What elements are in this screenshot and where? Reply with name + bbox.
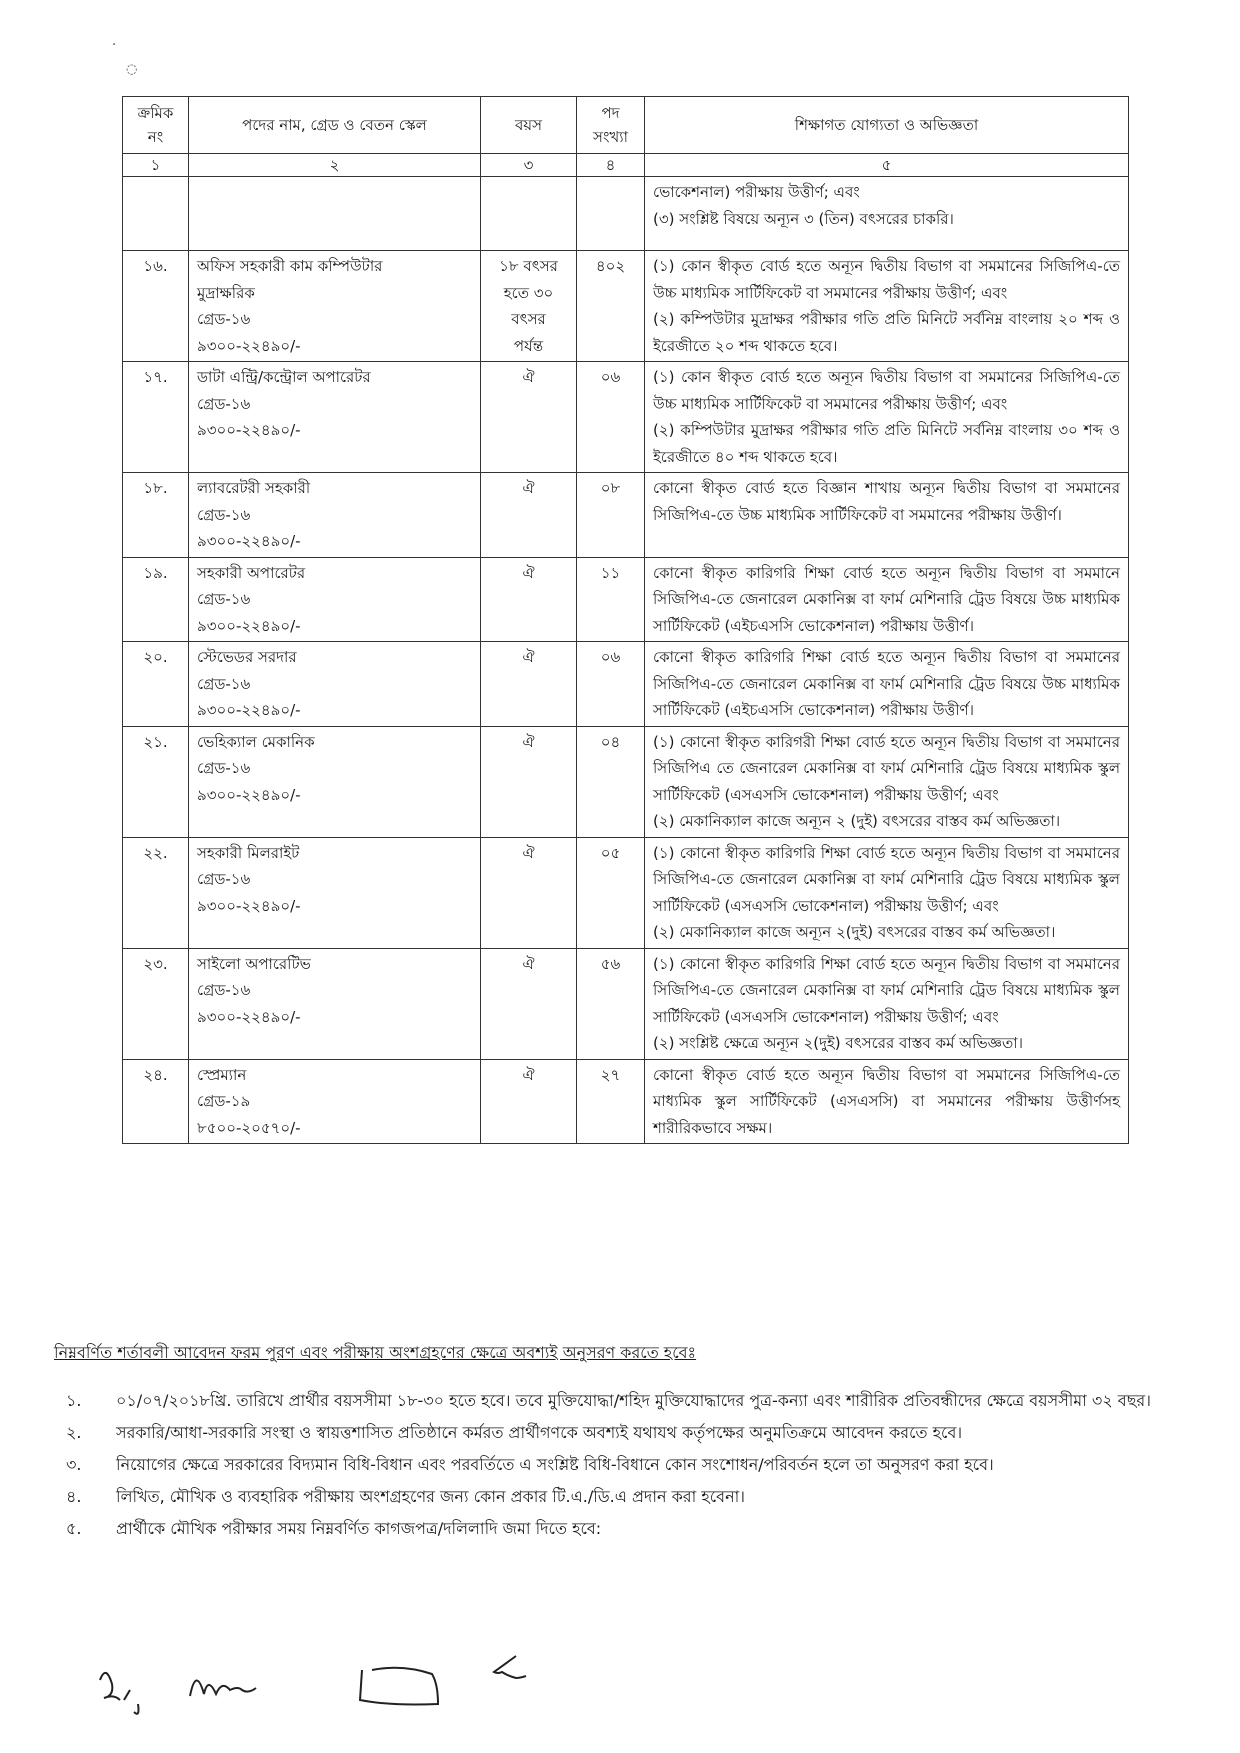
qualification-line: ভোকেশনাল) পরীক্ষায় উত্তীর্ণ; এবং	[653, 183, 860, 201]
row-post	[189, 948, 481, 1059]
post-line: ৯৩০০-২২৪৯০/-	[197, 785, 301, 804]
qualification-line: (১) কোন স্বীকৃত বোর্ড হতে অন্যূন দ্বিতীয় বিভাগ বা সমমানের সিজিপিএ-তে উচ্চ মাধ্যমিক সার্টিফিকেট বা সমমানের পরীক্ষায় উত্তীর্ণ; এবং	[653, 257, 1120, 302]
row-qualification	[645, 557, 1129, 642]
qualification-line: (১) কোনো স্বীকৃত কারিগরী শিক্ষা বোর্ড হতে অন্যূন দ্বিতীয় বিভাগ বা সমমানের সিজিপিএ তে জেনারেল মেকানিক্স বা ফার্ম মেশিনারি ট্রেড বিষয়ে মাধ্যমিক স্কুল সার্টিফিকেট (এসএসসি ভোকেশনাল) পরীক্ষায় উত্তীর্ণ; এবং	[653, 732, 1120, 804]
condition-number: ২.	[66, 1423, 82, 1442]
row-serial: ১৯.	[123, 557, 189, 642]
row-age	[481, 1059, 577, 1144]
qualification-line: (২) কম্পিউটার মুদ্রাক্ষর পরীক্ষার গতি প্রতি মিনিটে সর্বনিম্ন বাংলায় ৩০ শব্দ ও ইরেজীতে ৪০ শব্দ থাকতে হবে।	[653, 421, 1120, 466]
row-post	[189, 557, 481, 642]
post-line: সাইলো অপারেটিভ	[197, 954, 311, 973]
job-row	[123, 473, 1129, 558]
qualification-line: কোনো স্বীকৃত বোর্ড হতে অন্যূন দ্বিতীয় বিভাগ বা সমমানের সিজিপিএ-তে মাধ্যমিক স্কুল সার্টিফিকেট (এসএসসি) বা সমমানের পরীক্ষায় উত্তীর্ণসহ শারীরিকভাবে সক্ষম।	[653, 1065, 1120, 1137]
age-line: বৎসর	[511, 310, 546, 328]
initial-signature	[360, 1668, 438, 1705]
post-line: ৯৩০০-২২৪৯০/-	[197, 701, 301, 719]
row-serial: ২২.	[123, 837, 189, 948]
initial-signature	[100, 1673, 139, 1714]
age-line: ঐ	[522, 843, 535, 862]
job-row	[123, 642, 1129, 727]
header-age: বয়স	[481, 97, 577, 154]
post-line: স্টেভেডর সরদার	[197, 648, 297, 666]
row-post	[189, 837, 481, 948]
condition-text: নিয়োগের ক্ষেত্রে সরকারের বিদ্যমান বিধি-বিধান এবং পরবর্তিতে এ সংশ্লিষ্ট বিধি-বিধানে কোন সংশোধন/পরিবর্তন হলে তা অনুসরণ করা হবে।	[116, 1455, 994, 1474]
post-line: ল্যাবরেটরী সহকারী	[197, 479, 311, 497]
row-age	[481, 362, 577, 473]
post-line: ৯৩০০-২২৪৯০/-	[197, 616, 301, 635]
row-count: ০৮	[577, 473, 645, 558]
initial-signature	[190, 1680, 256, 1696]
age-line: হতে ৩০	[503, 283, 554, 302]
continuation-qualification	[645, 177, 1129, 251]
post-line: সহকারী মিলরাইট	[197, 843, 300, 862]
condition-text: সরকারি/আধা-সরকারি সংস্থা ও স্বায়ত্তশাসিত প্রতিষ্ঠানে কর্মরত প্রার্থীগণকে অবশ্যই যথাযথ কর্তৃপক্ষের অনুমতিক্রমে আবেদন করতে হবে।	[116, 1423, 963, 1442]
job-row	[123, 726, 1129, 837]
row-serial: ২০.	[123, 642, 189, 727]
row-qualification	[645, 473, 1129, 558]
post-line: অফিস সহকারী কাম কম্পিউটার	[197, 257, 383, 275]
qualification-line: (২) সংশ্লিষ্ট ক্ষেত্রে অন্যূন ২(দুই) বৎসরের বাস্তব কর্ম অভিজ্ঞতা।	[653, 1034, 1023, 1052]
post-line: ডাটা এন্ট্রি/কন্ট্রোল অপারেটর	[197, 368, 371, 386]
conditions-heading: নিম্নবর্ণিত শর্তাবলী আবেদন ফরম পুরণ এবং পরীক্ষায় অংশগ্রহণের ক্ষেত্রে অবশ্যই অনুসরণ করতে হবেঃ	[54, 1343, 697, 1362]
row-qualification	[645, 251, 1129, 362]
qualification-line: (১) কোন স্বীকৃত বোর্ড হতে অন্যূন দ্বিতীয় বিভাগ বা সমমানের সিজিপিএ-তে উচ্চ মাধ্যমিক সার্টিফিকেট বা সমমানের পরীক্ষায় উত্তীর্ণ; এবং	[653, 368, 1120, 413]
table-header-row	[123, 97, 1129, 154]
qualification-line: কোনো স্বীকৃত বোর্ড হতে বিজ্ঞান শাখায় অন্যূন দ্বিতীয় বিভাগ বা সমমানের সিজিপিএ-তে উচ্চ মাধ্যমিক সার্টিফিকেট বা সমমানের পরীক্ষায় উত্তীর্ণ।	[653, 479, 1120, 524]
age-line: ঐ	[522, 479, 535, 497]
header-serial: ক্রমিক নং	[123, 97, 189, 154]
age-line: ঐ	[522, 1065, 535, 1084]
post-line: গ্রেড-১৬	[197, 870, 251, 888]
row-count: ৫৬	[577, 948, 645, 1059]
post-line: গ্রেড-১৬	[197, 981, 251, 999]
post-line: গ্রেড-১৯	[197, 1092, 251, 1110]
row-post	[189, 1059, 481, 1144]
row-post	[189, 642, 481, 727]
age-line: ১৮ বৎসর	[499, 257, 558, 275]
condition-number: ১.	[66, 1391, 82, 1410]
qualification-line: (৩) সংশ্লিষ্ট বিষয়ে অন্যূন ৩ (তিন) বৎসরের চাকরি।	[653, 209, 954, 228]
column-number: ৩	[481, 154, 577, 177]
row-serial: ২১.	[123, 726, 189, 837]
scan-mark: ·	[112, 38, 117, 53]
age-line: ঐ	[522, 732, 535, 751]
row-serial: ২৪.	[123, 1059, 189, 1144]
job-table	[122, 96, 1129, 1144]
age-line: ঐ	[522, 648, 535, 666]
job-row	[123, 1059, 1129, 1144]
row-count: ০৪	[577, 726, 645, 837]
qualification-line: (২) মেকানিক্যাল কাজে অন্যূন ২ (দুই) বৎসরের বাস্তব কর্ম অভিজ্ঞতা।	[653, 812, 1061, 830]
header-qualification: শিক্ষাগত যোগ্যতা ও অভিজ্ঞতা	[645, 97, 1129, 154]
condition-item	[54, 1450, 1184, 1480]
scan-mark: ◌	[126, 62, 138, 77]
post-line: গ্রেড-১৬	[197, 394, 251, 413]
job-row	[123, 362, 1129, 473]
column-number: ৪	[577, 154, 645, 177]
condition-text: ০১/০৭/২০১৮খ্রি. তারিখে প্রার্থীর বয়সসীমা ১৮-৩০ হতে হবে। তবে মুক্তিযোদ্ধা/শহিদ মুক্তিযোদ্ধাদের পুত্র-কন্যা এবং শারীরিক প্রতিবন্ধীদের ক্ষেত্রে বয়সসীমা ৩২ বছর।	[116, 1391, 1151, 1410]
job-row	[123, 837, 1129, 948]
row-post	[189, 251, 481, 362]
age-line: ঐ	[522, 563, 535, 582]
post-line: গ্রেড-১৬	[197, 310, 251, 328]
row-qualification	[645, 642, 1129, 727]
post-line: ৮৫০০-২০৫৭০/-	[197, 1118, 301, 1137]
job-row	[123, 557, 1129, 642]
row-age	[481, 948, 577, 1059]
post-line: ৯৩০০-২২৪৯০/-	[197, 896, 301, 915]
qualification-line: (১) কোনো স্বীকৃত কারিগরি শিক্ষা বোর্ড হতে অন্যূন দ্বিতীয় বিভাগ বা সমমানের সিজিপিএ-তে জেনারেল মেকানিক্স বা ফার্ম মেশিনারি ট্রেড বিষয়ে মাধ্যমিক স্কুল সার্টিফিকেট (এসএসসি ভোকেশনাল) পরীক্ষায় উত্তীর্ণ; এবং	[653, 843, 1120, 915]
job-row	[123, 251, 1129, 362]
condition-item	[54, 1514, 1184, 1544]
qualification-line: (২) মেকানিক্যাল কাজে অন্যূন ২(দুই) বৎসরের বাস্তব কর্ম অভিজ্ঞতা।	[653, 923, 1056, 941]
header-count: পদ সংখ্যা	[577, 97, 645, 154]
job-row	[123, 948, 1129, 1059]
row-serial: ১৬.	[123, 251, 189, 362]
condition-text: প্রার্থীকে মৌখিক পরীক্ষার সময় নিম্নবর্ণিত কাগজপত্র/দলিলাদি জমা দিতে হবে:	[116, 1519, 602, 1538]
post-line: মুদ্রাক্ষরিক	[197, 283, 255, 302]
row-count: ১১	[577, 557, 645, 642]
row-qualification	[645, 362, 1129, 473]
post-line: ৯৩০০-২২৪৯০/-	[197, 336, 301, 355]
condition-item	[54, 1418, 1184, 1448]
row-age	[481, 251, 577, 362]
row-qualification	[645, 726, 1129, 837]
row-post	[189, 473, 481, 558]
age-line: ঐ	[522, 368, 535, 386]
qualification-line: (২) কম্পিউটার মুদ্রাক্ষর পরীক্ষার গতি প্রতি মিনিটে সর্বনিম্ন বাংলায় ২০ শব্দ ও ইরেজীতে ২০ শব্দ থাকতে হবে।	[653, 310, 1120, 355]
row-age	[481, 837, 577, 948]
row-age	[481, 557, 577, 642]
post-line: ৯৩০০-২২৪৯০/-	[197, 1007, 301, 1026]
condition-item	[54, 1482, 1184, 1512]
row-qualification	[645, 948, 1129, 1059]
post-line: ভেহিক্যাল মেকানিক	[197, 732, 315, 751]
post-line: গ্রেড-১৬	[197, 590, 251, 608]
condition-item	[54, 1386, 1184, 1416]
initial-signature	[494, 1656, 526, 1678]
column-number: ১	[123, 154, 189, 177]
row-post	[189, 362, 481, 473]
post-line: ৯৩০০-২২৪৯০/-	[197, 532, 301, 550]
row-serial: ২৩.	[123, 948, 189, 1059]
post-line: স্প্রেম্যান	[197, 1065, 247, 1084]
continuation-row	[123, 177, 1129, 251]
row-age	[481, 473, 577, 558]
age-line: ঐ	[522, 954, 535, 973]
header-post: পদের নাম, গ্রেড ও বেতন স্কেল	[189, 97, 481, 154]
condition-number: ৫.	[66, 1519, 82, 1538]
row-age	[481, 642, 577, 727]
post-line: গ্রেড-১৬	[197, 759, 251, 777]
age-line: পর্যন্ত	[513, 336, 544, 355]
row-serial: ১৭.	[123, 362, 189, 473]
condition-number: ৩.	[66, 1455, 82, 1474]
post-line: গ্রেড-১৬	[197, 674, 251, 693]
post-line: গ্রেড-১৬	[197, 505, 251, 524]
conditions-section	[54, 1340, 1184, 1546]
row-count: ২৭	[577, 1059, 645, 1144]
condition-text: লিখিত, মৌখিক ও ব্যবহারিক পরীক্ষায় অংশগ্রহণের জন্য কোন প্রকার টি.এ./ডি.এ প্রদান করা হবেনা।	[116, 1487, 745, 1506]
row-count: ০৬	[577, 362, 645, 473]
column-number-row	[123, 154, 1129, 177]
row-serial: ১৮.	[123, 473, 189, 558]
row-post	[189, 726, 481, 837]
condition-number: ৪.	[66, 1487, 82, 1506]
conditions-list	[54, 1386, 1184, 1544]
qualification-line: কোনো স্বীকৃত কারিগরি শিক্ষা বোর্ড হতে অন্যূন দ্বিতীয় বিভাগ বা সমমানে সিজিপিএ-তে জেনারেল মেকানিক্স বা ফার্ম মেশিনারি ট্রেড বিষয়ে উচ্চ মাধ্যমিক সার্টিফিকেট (এইচএসসি ভোকেশনাল) পরীক্ষায় উত্তীর্ণ।	[653, 563, 1120, 635]
column-number: ৫	[645, 154, 1129, 177]
row-count: ০৬	[577, 642, 645, 727]
qualification-line: কোনো স্বীকৃত কারিগরি শিক্ষা বোর্ড হতে অন্যূন দ্বিতীয় বিভাগ বা সমমানের সিজিপিএ-তে জেনারেল মেকানিক্স বা ফার্ম মেশিনারি ট্রেড বিষয়ে উচ্চ মাধ্যমিক সার্টিফিকেট (এইচএসসি ভোকেশনাল) পরীক্ষায় উত্তীর্ণ।	[653, 648, 1120, 719]
row-count: ৪০২	[577, 251, 645, 362]
signature-marks	[90, 1650, 560, 1730]
row-age	[481, 726, 577, 837]
qualification-line: (১) কোনো স্বীকৃত কারিগরি শিক্ষা বোর্ড হতে অন্যূন দ্বিতীয় বিভাগ বা সমমানের সিজিপিএ-তে জেনারেল মেকানিক্স বা ফার্ম মেশিনারি ট্রেড বিষয়ে মাধ্যমিক স্কুল সার্টিফিকেট (এসএসসি ভোকেশনাল) পরীক্ষায় উত্তীর্ণ; এবং	[653, 954, 1120, 1026]
post-line: সহকারী অপারেটর	[197, 563, 306, 582]
column-number: ২	[189, 154, 481, 177]
row-qualification	[645, 1059, 1129, 1144]
row-count: ০৫	[577, 837, 645, 948]
row-qualification	[645, 837, 1129, 948]
post-line: ৯৩০০-২২৪৯০/-	[197, 421, 301, 439]
